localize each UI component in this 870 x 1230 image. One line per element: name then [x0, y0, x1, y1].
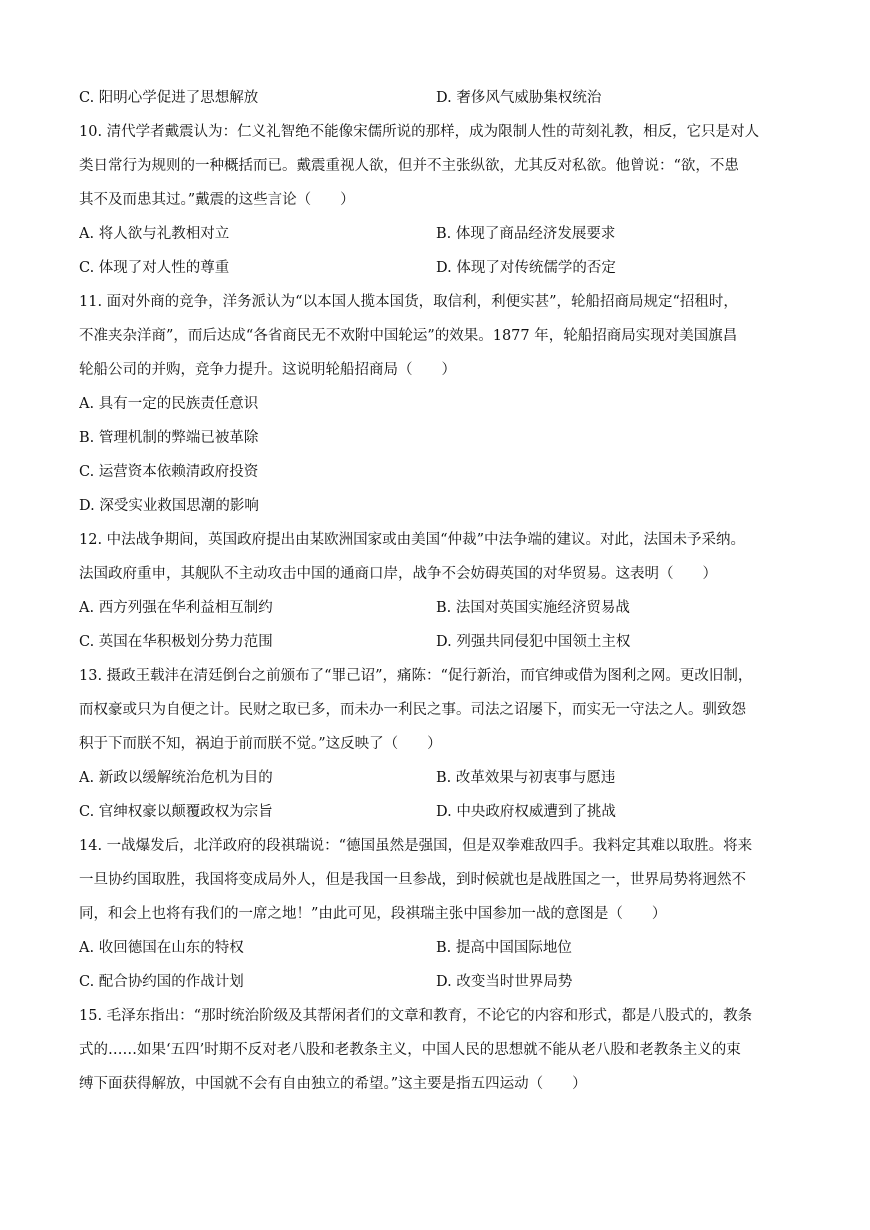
question-stem-line: 15. 毛泽东指出：“那时统治阶级及其帮闲者们的文章和教育，不论它的内容和形式，都是八股式的，教条 — [79, 1008, 753, 1024]
option-d: D. 中央政府权威遭到了挑战 — [436, 804, 616, 820]
question-stem-line: 11. 面对外商的竞争，洋务派认为“以本国人揽本国货，取信利，利便实甚”，轮船招商局规定“招租时， — [79, 294, 738, 310]
option-b: B. 法国对英国实施经济贸易战 — [436, 600, 630, 616]
option-d: D. 深受实业救国思潮的影响 — [79, 498, 259, 514]
question-stem-line: 轮船公司的并购，竞争力提升。这说明轮船招商局（ ） — [79, 362, 456, 378]
prev-option-c: C. 阳明心学促进了思想解放 — [79, 90, 259, 106]
option-c: C. 运营资本依赖清政府投资 — [79, 464, 259, 480]
option-a: A. 西方列强在华利益相互制约 — [79, 600, 273, 616]
question-stem-line: 积于下而朕不知，祸迫于前而朕不觉。”这反映了（ ） — [79, 736, 442, 752]
option-d: D. 改变当时世界局势 — [436, 974, 573, 990]
question-stem-line: 10. 清代学者戴震认为：仁义礼智绝不能像宋儒所说的那样，成为限制人性的苛刻礼教，相反，它只是对人 — [79, 124, 760, 140]
question-stem-line: 式的……如果‘五四’时期不反对老八股和老教条主义，中国人民的思想就不能从老八股和老教条主义的束 — [79, 1042, 741, 1058]
question-stem-line: 而权豪或只为自便之计。民财之取已多，而未办一利民之事。司法之诏屡下，而实无一守法之人。驯致怨 — [79, 702, 746, 718]
question-stem-line: 缚下面获得解放，中国就不会有自由独立的希望。”这主要是指五四运动（ ） — [79, 1076, 587, 1092]
option-c: C. 体现了对人性的尊重 — [79, 260, 230, 276]
option-a: A. 收回德国在山东的特权 — [79, 940, 244, 956]
option-c: C. 英国在华积极划分势力范围 — [79, 634, 273, 650]
question-stem-line: 13. 摄政王载沣在清廷倒台之前颁布了“罪己诏”，痛陈：“促行新治，而官绅或借为图利之网。更改旧制， — [79, 668, 753, 684]
option-a: A. 将人欲与礼教相对立 — [79, 226, 230, 242]
prev-option-d: D. 奢侈风气威胁集权统治 — [436, 90, 602, 106]
question-stem-line: 一旦协约国取胜，我国将变成局外人，但是我国一旦参战，到时候就也是战胜国之一，世界局势将迥然不 — [79, 872, 746, 888]
question-stem-line: 同，和会上也将有我们的一席之地！”由此可见，段祺瑞主张中国参加一战的意图是（ ） — [79, 906, 667, 922]
option-b: B. 提高中国国际地位 — [436, 940, 572, 956]
question-stem-line: 14. 一战爆发后，北洋政府的段祺瑞说：“德国虽然是强国，但是双拳难敌四手。我料定其难以取胜。将来 — [79, 838, 753, 854]
option-b: B. 改革效果与初衷事与愿违 — [436, 770, 616, 786]
option-d: D. 列强共同侵犯中国领土主权 — [436, 634, 631, 650]
option-a: A. 具有一定的民族责任意识 — [79, 396, 259, 412]
option-c: C. 配合协约国的作战计划 — [79, 974, 244, 990]
question-stem-line: 法国政府重申，其舰队不主动攻击中国的通商口岸，战争不会妨碍英国的对华贸易。这表明（ ） — [79, 566, 717, 582]
question-stem-line: 不准夹杂洋商”，而后达成“各省商民无不欢附中国轮运”的效果。1877 年，轮船招商局实现对美国旗昌 — [79, 328, 738, 344]
question-stem-line: 其不及而患其过。”戴震的这些言论（ ） — [79, 192, 355, 208]
question-stem-line: 12. 中法战争期间，英国政府提出由某欧洲国家或由美国“仲裁”中法争端的建议。对此，法国未予采纳。 — [79, 532, 745, 548]
option-b: B. 管理机制的弊端已被革除 — [79, 430, 259, 446]
option-a: A. 新政以缓解统治危机为目的 — [79, 770, 273, 786]
option-d: D. 体现了对传统儒学的否定 — [436, 260, 616, 276]
option-b: B. 体现了商品经济发展要求 — [436, 226, 616, 242]
question-stem-line: 类日常行为规则的一种概括而已。戴震重视人欲，但并不主张纵欲，尤其反对私欲。他曾说：“欲，不患 — [79, 158, 739, 174]
option-c: C. 官绅权豪以颠覆政权为宗旨 — [79, 804, 273, 820]
